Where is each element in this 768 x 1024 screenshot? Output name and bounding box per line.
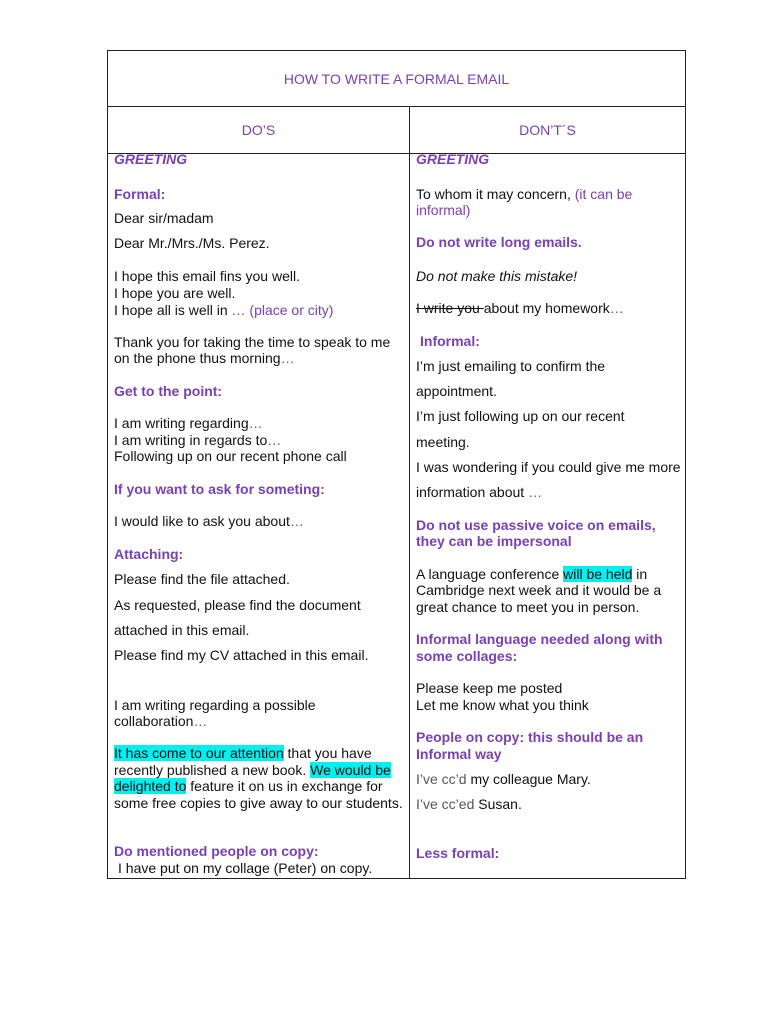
ellipsis: … — [289, 513, 304, 529]
title-text: HOW TO WRITE A FORMAL EMAIL — [283, 70, 510, 87]
homework-line — [416, 300, 624, 317]
posted-line: Please keep me posted — [416, 680, 563, 696]
highlight-delighted-1: We would be — [310, 762, 391, 778]
ask-line-text: I would like to ask you about — [114, 513, 290, 529]
point-heading: Get to the point: — [114, 383, 223, 399]
hope-line-2: I hope you are well. — [114, 285, 236, 301]
hope-line-3 — [114, 302, 333, 319]
highlight-attention: It has come to our attention — [114, 745, 284, 761]
writing-line-2 — [114, 432, 281, 449]
collages-heading-1: Informal language needed along with — [416, 631, 663, 647]
conference-text: A language conference — [416, 566, 564, 582]
thank-line-2-text: on the phone thus morning — [114, 350, 281, 366]
cc-line-1 — [416, 771, 591, 788]
informal-line-4: meeting. — [416, 434, 470, 450]
conference-in: in — [632, 566, 648, 582]
free-copies-line: some free copies to give away to our students. — [114, 795, 403, 811]
conference-line-2: Cambridge next week and it would be a — [416, 582, 662, 598]
whom-note-2: informal) — [416, 202, 471, 218]
dos-header: DO’S — [241, 122, 276, 138]
dear-line-2: Dear Mr./Mrs./Ms. Perez. — [114, 235, 270, 251]
attach-line-1: Please find the file attached. — [114, 571, 290, 587]
ellipsis: … — [193, 713, 208, 729]
highlight-delighted-2: delighted to — [114, 778, 187, 794]
collab-line-2 — [114, 713, 207, 730]
table-title — [108, 51, 685, 107]
homework-text: about my homework — [483, 300, 610, 316]
informal-line-5: I was wondering if you could give me more — [416, 459, 681, 475]
following-line: Following up on our recent phone call — [114, 448, 347, 464]
header-row — [108, 107, 685, 154]
ask-heading: If you want to ask for someting: — [114, 481, 325, 497]
whom-line — [416, 186, 632, 203]
hope-line-1: I hope this email fins you well. — [114, 268, 300, 284]
ellipsis: … — [280, 350, 295, 366]
cc-text-1: I’ve cc’d — [416, 771, 471, 787]
attention-rest: that you have — [283, 745, 372, 761]
cc-name-2: Susan. — [478, 796, 522, 812]
struck-text: I write you — [416, 300, 484, 316]
mistake-line: Do not make this mistake! — [416, 268, 578, 284]
attention-line — [114, 745, 372, 762]
greeting-heading: GREETING — [114, 151, 188, 167]
people-heading-2: Informal way — [416, 746, 502, 762]
informal-line-2: appointment. — [416, 383, 497, 399]
writing-line-1 — [114, 415, 263, 432]
greeting-heading-right: GREETING — [416, 151, 490, 167]
column-divider — [409, 107, 410, 878]
whom-text: To whom it may concern, — [416, 186, 575, 202]
think-line: Let me know what you think — [416, 697, 589, 713]
dear-line-1: Dear sir/madam — [114, 210, 214, 226]
less-formal-heading: Less formal: — [416, 845, 500, 861]
informal-heading: Informal: — [420, 333, 480, 349]
attach-line-3: attached in this email. — [114, 622, 250, 638]
writing-line-2-text: I am writing in regards to — [114, 432, 268, 448]
conference-line-1 — [416, 566, 647, 583]
long-heading: Do not write long emails. — [416, 234, 582, 250]
writing-line-1-text: I am writing regarding — [114, 415, 249, 431]
hope-line-3-text: I hope all is well in — [114, 302, 228, 318]
passive-heading-1: Do not use passive voice on emails, — [416, 517, 656, 533]
informal-line-1: I’m just emailing to confirm the — [416, 358, 606, 374]
attach-line-4: Please find my CV attached in this email. — [114, 647, 369, 663]
attach-line-2: As requested, please find the document — [114, 597, 361, 613]
published-line — [114, 762, 391, 779]
feature-line — [114, 778, 383, 795]
published-text: recently published a new book. — [114, 762, 311, 778]
ellipsis: … — [267, 432, 282, 448]
hope-line-3-hint: … (place or city) — [231, 302, 334, 318]
donts-header: DON’T´S — [519, 122, 576, 138]
cc-text-2: I’ve cc’ed — [416, 796, 479, 812]
feature-rest: feature it on us in exchange for — [186, 778, 383, 794]
ask-line — [114, 513, 304, 530]
ellipsis: … — [248, 415, 263, 431]
informal-line-6-text: information about — [416, 484, 529, 500]
ellipsis: … — [528, 484, 543, 500]
thank-line-2 — [114, 350, 295, 367]
conference-line-3: great chance to meet you in person. — [416, 599, 640, 615]
highlight-will-be-held: will be held — [563, 566, 633, 582]
copy-heading: Do mentioned people on copy: — [114, 843, 319, 859]
ellipsis: … — [609, 300, 624, 316]
people-heading-1: People on copy: this should be an — [416, 729, 644, 745]
collages-heading-2: some collages: — [416, 648, 518, 664]
passive-heading-2: they can be impersonal — [416, 533, 572, 549]
whom-note: (it can be — [574, 186, 633, 202]
cc-name-1: my colleague Mary. — [470, 771, 591, 787]
collab-line-2-text: collaboration — [114, 713, 194, 729]
attaching-heading: Attaching: — [114, 546, 184, 562]
cc-line-2 — [416, 796, 522, 813]
copy-line: I have put on my collage (Peter) on copy. — [118, 860, 373, 876]
informal-line-6 — [416, 484, 542, 501]
collab-line-1: I am writing regarding a possible — [114, 697, 316, 713]
informal-line-3: I’m just following up on our recent — [416, 408, 625, 424]
thank-line-1: Thank you for taking the time to speak to me — [114, 334, 391, 350]
formal-heading: Formal: — [114, 186, 166, 202]
